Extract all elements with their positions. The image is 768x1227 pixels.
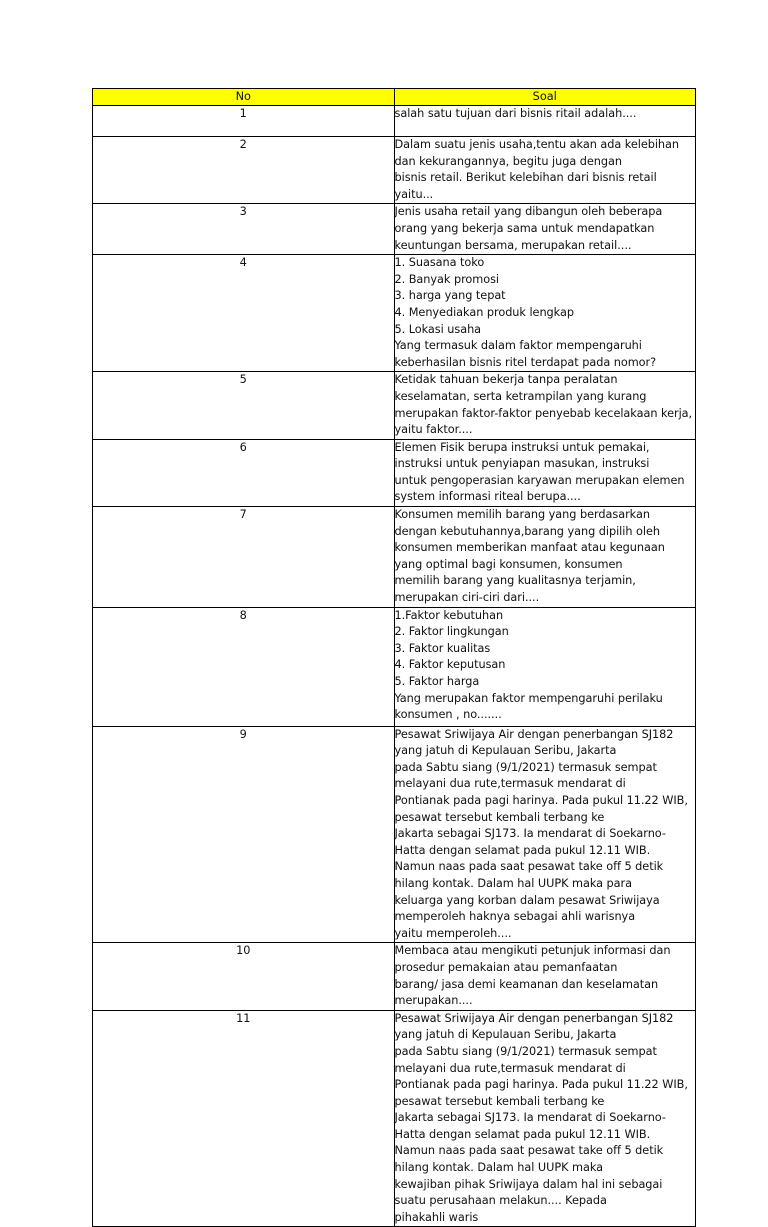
row-number: 3 <box>93 204 395 255</box>
question-text: Konsumen memilih barang yang berdasarkan dengan kebutuhannya,barang yang dipilih oleh konsumen memberikan manfaat atau kegunaan yang optimal bagi konsumen, konsumen memilih barang yang kualitasnya terjamin, merupakan ciri-ciri dari.... <box>394 507 696 608</box>
table-row <box>93 255 696 372</box>
question-text: Membaca atau mengikuti petunjuk informasi dan prosedur pemakaian atau pemanfaatan barang/ jasa demi keamanan dan keselamatan merupakan.... <box>394 943 696 1010</box>
table-row <box>93 726 696 943</box>
row-number: 9 <box>93 726 395 943</box>
row-number: 10 <box>93 943 395 1010</box>
table-row <box>93 607 696 726</box>
question-text: Pesawat Sriwijaya Air dengan penerbangan SJ182 yang jatuh di Kepulauan Seribu, Jakarta pada Sabtu siang (9/1/2021) termasuk sempat melayani dua rute,termasuk mendarat di Pontianak pada pagi harinya. Pada pukul 11.22 WIB, pesawat tersebut kembali terbang ke Jakarta sebagai SJ173. Ia mendarat di Soekarno-Hatta dengan selamat pada pukul 12.11 WIB. Namun naas pada saat pesawat take off 5 detik hilang kontak. Dalam hal UUPK maka para keluarga yang korban dalam pesawat Sriwijaya memperoleh haknya sebagai ahli warisnya yaitu memperoleh.... <box>394 726 696 943</box>
question-text: 1. Suasana toko 2. Banyak promosi 3. harga yang tepat 4. Menyediakan produk lengkap 5. Lokasi usaha Yang termasuk dalam faktor mempengaruhi keberhasilan bisnis ritel terdapat pada nomor? <box>394 255 696 372</box>
question-text: salah satu tujuan dari bisnis ritail adalah.... <box>394 106 696 137</box>
row-number: 5 <box>93 372 395 439</box>
row-number: 7 <box>93 507 395 608</box>
header-soal: Soal <box>394 89 696 106</box>
question-text: Ketidak tahuan bekerja tanpa peralatan keselamatan, serta ketrampilan yang kurang merupakan faktor-faktor penyebab kecelakaan kerja, yaitu faktor.... <box>394 372 696 439</box>
table-row <box>93 106 696 137</box>
row-number: 1 <box>93 106 395 137</box>
table-row <box>93 204 696 255</box>
question-text: Pesawat Sriwijaya Air dengan penerbangan SJ182 yang jatuh di Kepulauan Seribu, Jakarta pada Sabtu siang (9/1/2021) termasuk sempat melayani dua rute,termasuk mendarat di Pontianak pada pagi harinya. Pada pukul 11.22 WIB, pesawat tersebut kembali terbang ke Jakarta sebagai SJ173. Ia mendarat di Soekarno-Hatta dengan selamat pada pukul 12.11 WIB. Namun naas pada saat pesawat take off 5 detik hilang kontak. Dalam hal UUPK maka kewajiban pihak Sriwijaya dalam hal ini sebagai suatu perusahaan melakun.... Kepada pihakahli waris <box>394 1010 696 1227</box>
question-text: 1.Faktor kebutuhan 2. Faktor lingkungan 3. Faktor kualitas 4. Faktor keputusan 5. Faktor harga Yang merupakan faktor mempengaruhi perilaku konsumen , no....... <box>394 607 696 726</box>
row-number: 6 <box>93 439 395 506</box>
question-text: Jenis usaha retail yang dibangun oleh beberapa orang yang bekerja sama untuk mendapatkan keuntungan bersama, merupakan retail.... <box>394 204 696 255</box>
table-row <box>93 137 696 204</box>
table-row <box>93 372 696 439</box>
question-text: Dalam suatu jenis usaha,tentu akan ada kelebihan dan kekurangannya, begitu juga dengan bisnis retail. Berikut kelebihan dari bisnis retail yaitu... <box>394 137 696 204</box>
table-row <box>93 439 696 506</box>
table-row <box>93 1010 696 1227</box>
row-number: 11 <box>93 1010 395 1227</box>
question-text: Elemen Fisik berupa instruksi untuk pemakai, instruksi untuk penyiapan masukan, instruksi untuk pengoperasian karyawan merupakan elemen system informasi riteal berupa.... <box>394 439 696 506</box>
row-number: 4 <box>93 255 395 372</box>
table-row <box>93 943 696 1010</box>
table-row <box>93 507 696 608</box>
row-number: 8 <box>93 607 395 726</box>
header-no: No <box>93 89 395 106</box>
questions-table <box>92 88 696 1227</box>
row-number: 2 <box>93 137 395 204</box>
table-header-row <box>93 89 696 106</box>
